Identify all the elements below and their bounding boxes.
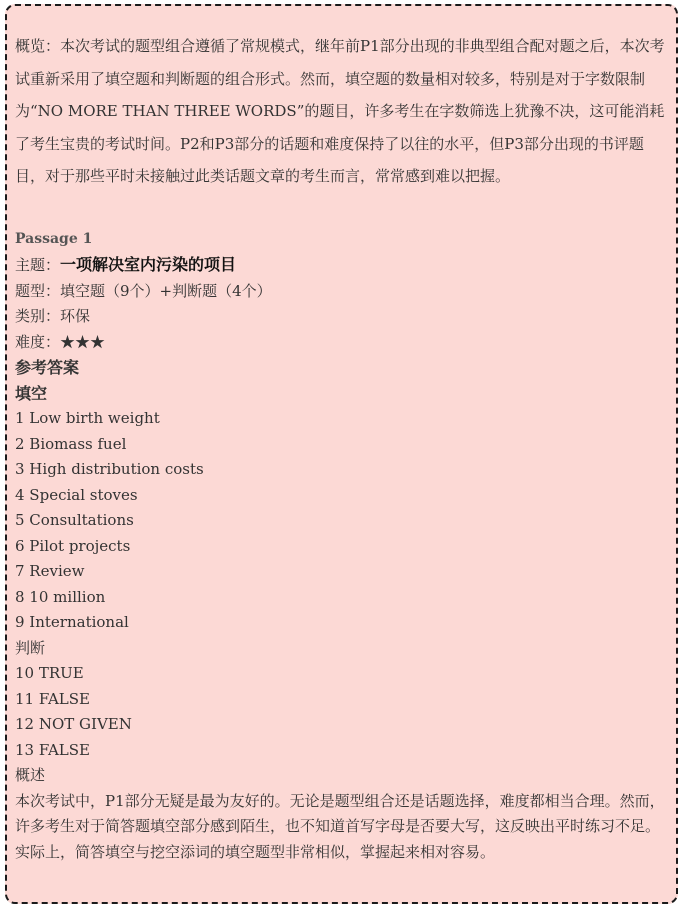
fill-answer-item: 5 Consultations [15, 511, 134, 530]
judge-answer-item: 12 NOT GIVEN [15, 715, 132, 734]
judge-answer-item: 13 FALSE [15, 740, 90, 759]
question-type-line: 题型：填空题（9个）+判断题（4个） [15, 281, 272, 300]
content-card [5, 4, 678, 904]
overview-paragraph: 概览：本次考试的题型组合遵循了常规模式，继年前P1部分出现的非典型组合配对题之后，本次考试重新采用了填空题和判断题的组合形式。然而，填空题的数量相对较多，特别是对于字数限制为“NO MORE THAN THREE WORDS”的题目，许多考生在字数筛选上犹豫不决，这可能消耗了考生宝贵的考试时间。P2和P3部分的话题和难度保持了以往的水平，但P3部分出现的书评题目，对于那些平时未接触过此类话题文章的考生而言，常常感到难以把握。 [15, 37, 665, 186]
judge-answer-item: 11 FALSE [15, 689, 90, 708]
fill-answer-item: 4 Special stoves [15, 485, 138, 504]
fill-answer-item: 7 Review [15, 562, 85, 581]
judge-answer-item: 10 TRUE [15, 664, 84, 683]
topic-label: 主题： [15, 256, 61, 275]
difficulty-line: 难度：★★★ [15, 332, 106, 351]
answers-heading: 参考答案 [15, 358, 80, 378]
category-line: 类别：环保 [15, 307, 91, 326]
judge-answer-list [15, 661, 668, 763]
fill-answer-item: 9 International [15, 613, 129, 632]
fill-answer-item: 2 Biomass fuel [15, 434, 127, 453]
fill-answer-list [15, 406, 668, 636]
summary-paragraph: 本次考试中，P1部分无疑是最为友好的。无论是题型组合还是话题选择，难度都相当合理。然而，许多考生对于简答题填空部分感到陌生，也不知道首写字母是否要大写，这反映出平时练习不足。实际上，简答填空与挖空添词的填空题型非常相似，掌握起来相对容易。 [15, 791, 665, 861]
passage-title: Passage 1 [15, 230, 93, 247]
fill-heading: 填空 [15, 383, 48, 403]
fill-answer-item: 1 Low birth weight [15, 409, 160, 428]
spacer [15, 193, 668, 227]
fill-answer-item: 3 High distribution costs [15, 460, 204, 479]
judge-heading: 判断 [15, 638, 46, 657]
fill-answer-item: 6 Pilot projects [15, 536, 131, 555]
topic-line [15, 252, 668, 279]
topic-value: 一项解决室内污染的项目 [60, 255, 237, 275]
fill-answer-item: 8 10 million [15, 587, 106, 606]
summary-heading: 概述 [15, 766, 46, 785]
